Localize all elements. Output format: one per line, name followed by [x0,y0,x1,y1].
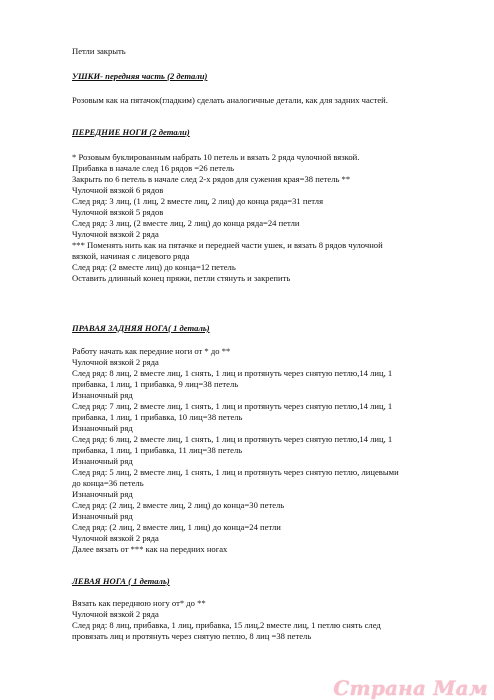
front-legs-heading: ПЕРЕДНИЕ НОГИ (2 детали) [72,127,190,137]
front-legs-line: Чулочной вязкой 5 рядов [72,207,164,217]
right-hind-leg-line: Далее вязать от *** как на передних ногах [72,544,228,554]
right-hind-leg-heading: ПРАВАЯ ЗАДНЯЯ НОГА( 1 деталь) [72,323,210,333]
right-hind-leg-line: до конца=36 петель [72,478,144,488]
left-leg-line: провязать лиц и протянуть через снятую петлю, 8 лиц =38 петель [72,631,312,641]
right-hind-leg-line: Изнаночный ряд [72,456,133,466]
front-legs-line: Оставить длинный конец пряжи, петли стянуть и закрепить [72,273,291,283]
right-hind-leg-line: прибавка, 1 лиц, 1 прибавка, 10 лиц=38 петель [72,412,243,422]
left-leg-line: Чулочной вязкой 2 ряда [72,609,159,619]
right-hind-leg-line: Изнаночный ряд [72,511,133,521]
right-hind-leg-line: След ряд: (2 лиц, 2 вместе лиц, 1 лиц) до конца=24 петли [72,522,281,532]
right-hind-leg-line: Чулочной вязкой 2 ряда [72,357,159,367]
left-leg-line: Вязать как переднюю ногу от* до ** [72,598,206,608]
right-hind-leg-line: Работу начать как передние ноги от * до ** [72,346,231,356]
right-hind-leg-line: След ряд: 7 лиц, 2 вместе лиц, 1 снять, 1 лиц и протянуть через снятую петлю,14 лиц, 1 [72,401,393,411]
front-legs-line: * Розовым буклированным набрать 10 петель и вязать 2 ряда чулочной вязкой. [72,152,360,162]
right-hind-leg-line: прибавка, 1 лиц, 1 прибавка, 9 лиц=38 петель [72,379,239,389]
front-legs-line: Чулочной вязкой 2 ряда [72,229,159,239]
right-hind-leg-line: прибавка, 1 лиц, 1 прибавка, 11 лиц=38 петель [72,445,243,455]
right-hind-leg-line: Изнаночный ряд [72,489,133,499]
right-hind-leg-line: След ряд: (2 лиц, 2 вместе лиц, 2 лиц) до конца=30 петель [72,500,285,510]
right-hind-leg-line: Чулочной вязкой 2 ряда [72,533,159,543]
closing-text: Петли закрыть [72,46,126,56]
front-legs-line: вязкой, начиная с лицевого ряда [72,251,190,261]
front-legs-line: Чулочной вязкой 6 рядов [72,185,164,195]
site-watermark: Страна Мам [333,676,488,700]
left-leg-line: След ряд: 8 лиц, прибавка, 1 лиц, прибавка, 15 лиц,2 вместе лиц, 1 петлю снять след [72,620,381,630]
right-hind-leg-line: Изнаночный ряд [72,390,133,400]
front-legs-line: След ряд: (2 вместе лиц) до конца=12 петель [72,262,236,272]
front-legs-line: След ряд: 3 лиц, (1 лиц, 2 вместе лиц, 2 лиц) до конца ряда=31 петля [72,196,324,206]
ears-text: Розовым как на пятачок(гладким) сделать аналогичные детали, как для задних частей. [72,95,388,105]
ears-heading: УШКИ- передняя часть (2 детали) [72,71,208,81]
right-hind-leg-line: Изнаночный ряд [72,423,133,433]
right-hind-leg-line: След ряд: 8 лиц, 2 вместе лиц, 1 снять, 1 лиц и протянуть через снятую петлю,14 лиц, 1 [72,368,393,378]
front-legs-line: *** Поменять нить как на пятачке и передней части ушек, и вязать 8 рядов чулочной [72,240,383,250]
front-legs-line: След ряд: 3 лиц, (2 вместе лиц, 2 лиц) до конца ряда=24 петли [72,218,300,228]
right-hind-leg-line: След ряд: 6 лиц, 2 вместе лиц, 1 снять, 1 лиц и протянуть через снятую петлю,14 лиц, 1 [72,434,393,444]
front-legs-line: Прибавка в начале след 16 рядов =26 петель [72,163,235,173]
left-leg-heading: ЛЕВАЯ НОГА ( 1 деталь) [72,576,170,586]
front-legs-line: Закрыть по 6 петель в начале след 2-х рядов для сужения края=38 петель ** [72,174,351,184]
right-hind-leg-line: След ряд: 5 лиц, 2 вместе лиц, 1 снять, 1 лиц и протянуть через снятую петлю, лицевыми [72,467,399,477]
